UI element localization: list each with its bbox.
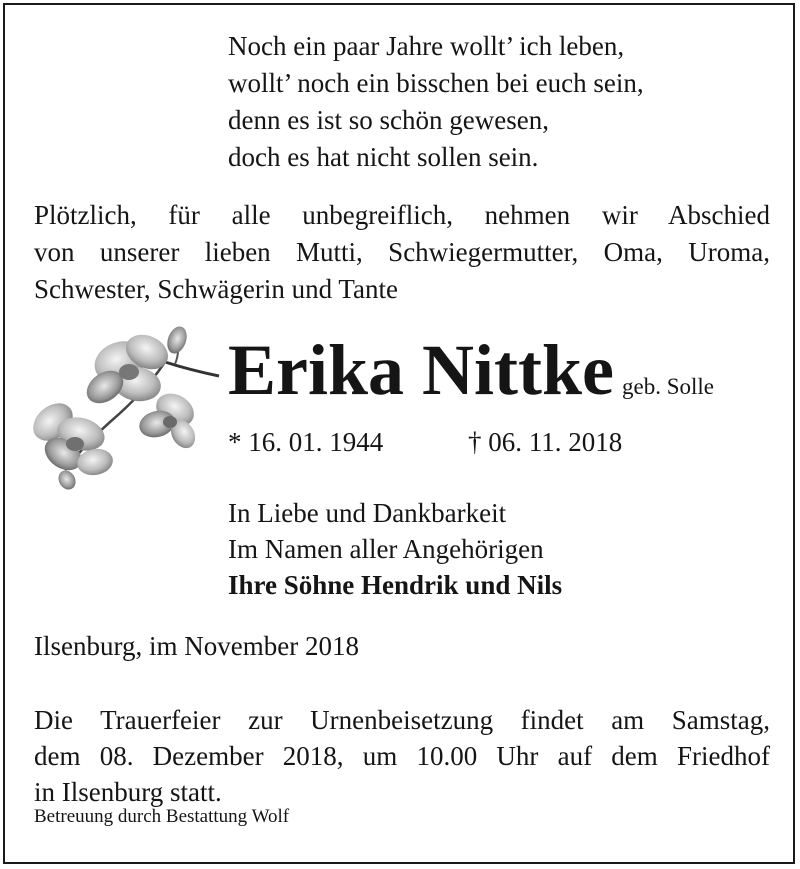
intro-line: von unserer lieben Mutti, Schwiegermutter, Oma, Uroma, [34, 237, 770, 267]
death-date: † 06. 11. 2018 [468, 427, 623, 457]
ceremony-line: Die Trauerfeier zur Urnenbeisetzung findet am Samstag, [34, 705, 770, 735]
poem [228, 28, 644, 176]
ceremony-line: dem 08. Dezember 2018, um 10.00 Uhr auf dem Friedhof [34, 741, 770, 771]
intro-line: Plötzlich, für alle unbegreiflich, nehmen wir Abschied [34, 200, 770, 230]
poem-line: wollt’ noch ein bisschen bei euch sein, [228, 68, 644, 98]
ceremony-line: in Ilsenburg statt. [34, 777, 222, 807]
orchid-flower-icon [25, 322, 225, 494]
mourners-line: Im Namen aller Angehörigen [228, 534, 544, 564]
maiden-name: geb. Solle [621, 374, 714, 399]
mourners-signature: Ihre Söhne Hendrik und Nils [228, 570, 563, 600]
deceased-name-row [228, 330, 714, 410]
mourners-line: In Liebe und Dankbarkeit [228, 498, 507, 528]
mourners-block [228, 495, 562, 603]
ceremony-info [34, 702, 770, 810]
poem-line: Noch ein paar Jahre wollt’ ich leben, [228, 31, 625, 61]
undertaker-note: Betreuung durch Bestattung Wolf [34, 806, 290, 827]
poem-line: denn es ist so schön gewesen, [228, 105, 549, 135]
birth-date: * 16. 01. 1944 [228, 427, 384, 457]
intro-line: Schwester, Schwägerin und Tante [34, 274, 398, 304]
intro-text [34, 197, 770, 308]
deceased-name: Erika Nittke [228, 330, 614, 410]
poem-line: doch es hat nicht sollen sein. [228, 142, 539, 172]
place-date: Ilsenburg, im November 2018 [34, 631, 359, 661]
